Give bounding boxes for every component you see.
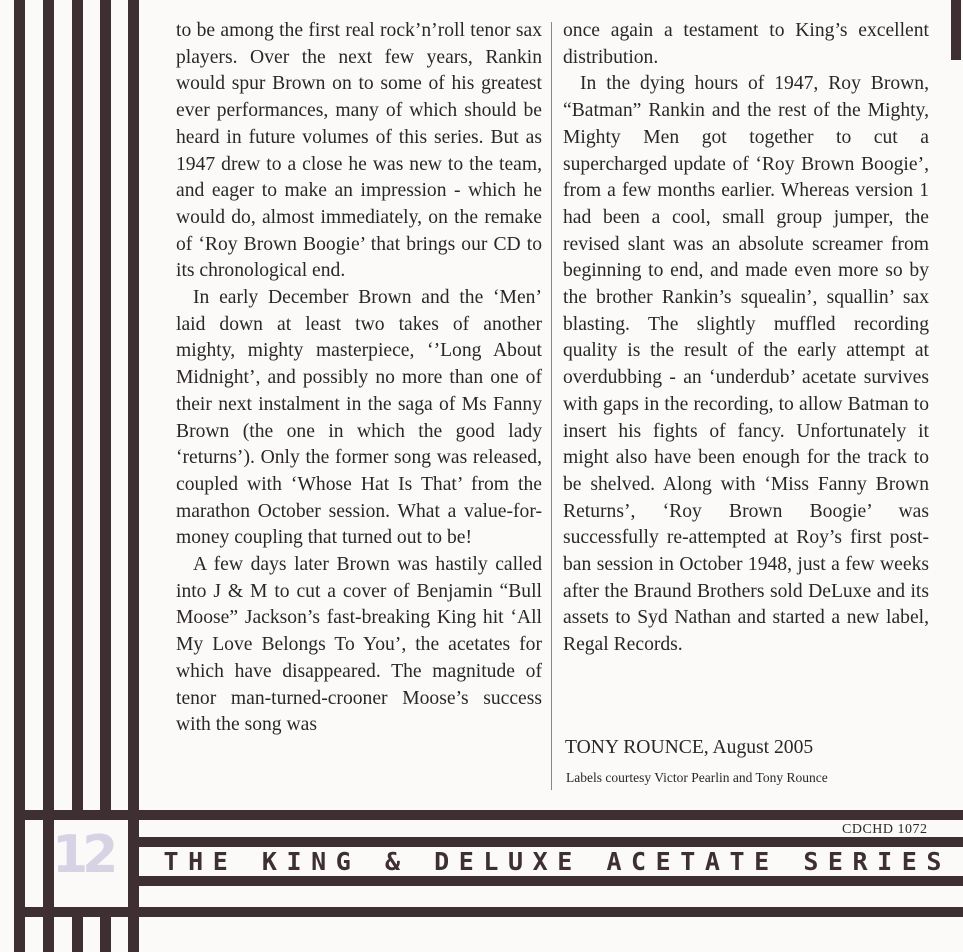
series-title-letter: E — [754, 847, 770, 876]
paragraph: In the dying hours of 1947, Roy Brown, “Batman” Rankin and the rest of the Mighty, Mighty Men got together to cut a supercharged update of ‘Roy Brown Boogie’, from a few months earlier. Whereas version 1 had been a cool, small group jumper, the revised slant was an absolute screamer from beginning to end, and made even more so by the brother Rankin’s squealin’, squallin’ sax blasting. The slightly muffled recording quality is the result of the early attempt at overdubbing - an ‘underdub’ acetate survives with gaps in the recording, to allow Batman to insert his fights of fancy. Unfortunately it might also have been enough for the track to be shelved. Along with ‘Miss Fanny Brown Returns’, ‘Roy Brown Boogie’ was successfully re-attempted at Roy’s first post-ban session in October 1948, just a few weeks after the Braund Brothers sold DeLuxe and its assets to Syd Nathan and started a new label, Regal Records. — [563, 73, 929, 656]
series-title-letter: I — [286, 847, 302, 876]
series-title-letter: U — [508, 847, 524, 876]
catalog-number: CDCHD 1072 — [842, 822, 928, 837]
series-title-letter: E — [655, 847, 671, 876]
series-title-letter: C — [631, 847, 647, 876]
series-title-letter — [234, 849, 256, 874]
border-stripe-right — [951, 0, 961, 60]
series-title-letter: E — [557, 847, 573, 876]
series-title-letter: E — [827, 847, 843, 876]
page-number: 12 — [52, 825, 113, 885]
series-title-letter: E — [458, 847, 474, 876]
paragraph: A few days later Brown was hastily called into J & M to cut a cover of Benjamin “Bull Moose” Jackson’s fast-breaking King hit ‘All My Love Belongs To You’, the acetates for which have disappeared. The magnitude of tenor man-turned-crooner Moose’s success with the song was — [176, 554, 542, 736]
series-title-letter: E — [212, 847, 228, 876]
article-column-right — [563, 18, 929, 659]
series-title-letter: X — [532, 847, 548, 876]
series-title-letter: S — [926, 847, 942, 876]
article-column-left — [176, 18, 542, 739]
series-title-letter: A — [606, 847, 622, 876]
column-divider — [551, 22, 552, 790]
series-title-letter — [578, 849, 600, 874]
series-title-letter: T — [680, 847, 696, 876]
series-title-letter: T — [163, 847, 179, 876]
series-title-letter: E — [901, 847, 917, 876]
series-title-letter — [406, 849, 428, 874]
label-credits: Labels courtesy Victor Pearlin and Tony Rounce — [566, 770, 828, 785]
series-title-letter: H — [188, 847, 204, 876]
paragraph: once again a testament to King’s excellent distribution. — [563, 20, 929, 68]
series-title-letter: N — [311, 847, 327, 876]
series-title-letter: G — [335, 847, 351, 876]
series-title-letter: L — [483, 847, 499, 876]
author-signature: TONY ROUNCE, August 2005 — [565, 737, 814, 758]
series-title-letter: D — [434, 847, 450, 876]
paragraph: In early December Brown and the ‘Men’ laid down at least two takes of another mighty, mighty masterpiece, ‘’Long About Midnight’, and possibly no more than one of their next instalment in the saga of Ms Fanny Brown (the one in which the good lady ‘returns’). Only the former song was released, coupled with ‘Whose Hat Is That’ from the marathon October session. What a value-for-money coupling that turned out to be! — [176, 287, 542, 549]
series-title-letter: S — [803, 847, 819, 876]
series-title-letter — [775, 849, 797, 874]
border-stripe-bottom-2 — [128, 837, 963, 847]
border-stripe-bottom-1 — [14, 810, 963, 820]
series-title-letter: & — [384, 847, 401, 876]
series-title — [160, 849, 945, 874]
border-stripe-bottom-3 — [128, 876, 963, 886]
border-stripe-bottom-4 — [14, 907, 963, 917]
series-title-letter: T — [729, 847, 745, 876]
series-title-letter: I — [877, 847, 893, 876]
paragraph: to be among the first real rock’n’roll tenor sax players. Over the next few years, Rankin would spur Brown on to some of his greatest ever performances, many of which should be heard in future volumes of this series. But as 1947 drew to a close he was new to the team, and eager to make an impression - which he would do, almost immediately, on the remake of ‘Roy Brown Boogie’ that brings our CD to its chronological end. — [176, 20, 542, 282]
series-title-letter: A — [704, 847, 720, 876]
series-title-letter: R — [852, 847, 868, 876]
series-title-letter: K — [261, 847, 277, 876]
series-title-letter — [357, 849, 379, 874]
